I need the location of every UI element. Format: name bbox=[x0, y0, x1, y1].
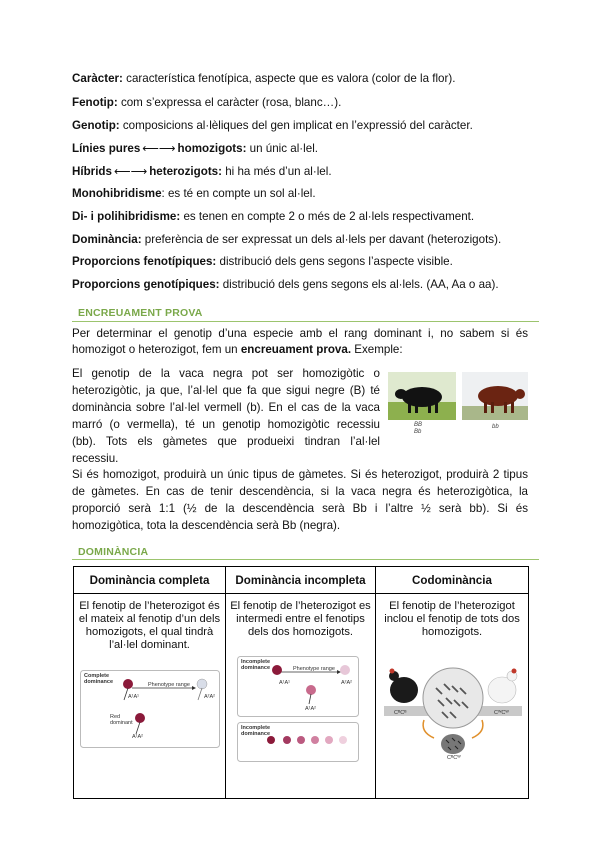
red-cow-leg bbox=[484, 402, 487, 413]
cow-red-genotype: bb bbox=[492, 424, 499, 430]
fig-genotype: A¹A² bbox=[305, 706, 316, 712]
encreuament-cow-text bbox=[72, 365, 380, 467]
fig-genotype: A¹A¹ bbox=[128, 694, 139, 700]
table-header-row bbox=[74, 567, 529, 594]
pink-flower bbox=[306, 685, 316, 695]
black-cow-leg bbox=[415, 403, 418, 413]
fig-title: Complete dominance bbox=[84, 673, 114, 685]
feather-zoom bbox=[423, 668, 483, 728]
red-cow-leg bbox=[504, 402, 507, 413]
def-term: Fenotip: bbox=[72, 96, 118, 109]
red-flower bbox=[123, 679, 133, 689]
cow-text-line: heterozigòtic, ja que, l’al·lel que fa que sigui negre (B) té bbox=[72, 384, 380, 397]
cell-text: El fenotip de l’heterozigot es intermedi entre el fenotips dels dos homozigots. bbox=[230, 600, 371, 638]
cell-text: El fenotip de l’heterozigot inclou el fenotip de tots dos homozigots. bbox=[384, 600, 520, 638]
def-text: composicions al·lèliques del gen implicat en l’expressió del caràcter. bbox=[119, 119, 473, 132]
def-prop-fenotipiques bbox=[72, 255, 453, 269]
def-text: hi ha més d’un al·lel. bbox=[222, 165, 332, 178]
white-flower bbox=[340, 665, 350, 675]
flower-1 bbox=[267, 736, 275, 744]
fig-genotype: A²A² bbox=[341, 680, 352, 686]
def-text: preferència de ser expressat un dels al·lels per davant (heterozigots). bbox=[141, 233, 502, 246]
fig-genotype: CᵂCᵂ bbox=[494, 710, 509, 716]
def-text: un únic al·lel. bbox=[246, 142, 318, 155]
flower-6 bbox=[339, 736, 347, 744]
black-cow-leg bbox=[435, 403, 438, 413]
cow-text-line: marró (o vermella), té un genotip homozigòtic recessiu bbox=[72, 418, 380, 431]
red-cow-leg bbox=[491, 402, 494, 413]
def-polihibridisme bbox=[72, 210, 474, 224]
def-term: heterozigots: bbox=[149, 165, 222, 178]
intro-text-end: Exemple: bbox=[351, 343, 403, 356]
fig-genotype: A¹A² bbox=[132, 734, 143, 740]
red-flower bbox=[272, 665, 282, 675]
encreuament-para2: Si és homozigot, produirà un únic tipus de gàmetes. Si és heterozigot, produirà 2 tipus de gàmetes. En cas de tenir descendència, si la vaca negra és heterozigòtica, la proporció serà 1:1 (½ de la descendència serà Bb i l’altre ½ serà bb). Si és homozigòtica, tota la descendència serà Bb (negra). bbox=[72, 468, 528, 532]
def-genotip bbox=[72, 119, 473, 133]
def-text: distribució dels gens segons els al·lels. (AA, Aa o aa). bbox=[219, 278, 499, 291]
double-arrow-icon: ⟵⟶ bbox=[142, 142, 176, 155]
cow-black-genotype: BB Bb bbox=[414, 422, 423, 435]
def-hibrids bbox=[72, 165, 332, 179]
flower-4 bbox=[311, 736, 319, 744]
ground bbox=[462, 406, 528, 420]
flower-5 bbox=[325, 736, 333, 744]
def-term: Proporcions fenotípiques: bbox=[72, 255, 217, 268]
intro-bold: encreuament prova. bbox=[240, 343, 352, 356]
def-term: Di- i polihibridisme: bbox=[72, 210, 181, 223]
def-term: Híbrids bbox=[72, 165, 112, 178]
orange-arrow-right bbox=[472, 720, 483, 738]
fig-arrow-label: Phenotype range bbox=[148, 682, 190, 688]
def-term: Línies pures bbox=[72, 142, 141, 155]
codominance-diagram bbox=[384, 650, 522, 762]
def-text: distribució dels gens segons l’aspecte visible. bbox=[216, 255, 453, 268]
def-caracter bbox=[72, 72, 455, 86]
black-cow-leg bbox=[428, 403, 431, 413]
intro-text: Per determinar el genotip d’una especie amb el rang dominant i, no sabem si és homozigot o heterozigot, fem un bbox=[72, 327, 528, 356]
def-text: com s’expressa el caràcter (rosa, blanc…). bbox=[117, 96, 342, 109]
figure-incomplete-dominance bbox=[237, 656, 359, 762]
comb bbox=[390, 669, 395, 674]
figure-complete-dominance bbox=[80, 670, 220, 748]
fig-genotype: CᴮCᴮ bbox=[394, 710, 407, 716]
def-monohibridisme bbox=[72, 187, 316, 201]
def-text: es tenen en compte 2 o més de 2 al·lels respectivament. bbox=[180, 210, 475, 223]
def-term: Dominància: bbox=[72, 233, 142, 246]
def-text: : es té en compte un sol al·lel. bbox=[161, 187, 316, 200]
fig-genotype: A¹A¹ bbox=[279, 680, 290, 686]
cow-text-line: recessiu. bbox=[72, 452, 119, 465]
def-linies-pures bbox=[72, 142, 318, 156]
fig-title: Incomplete dominance bbox=[241, 659, 271, 671]
red-flower-hybrid bbox=[135, 713, 145, 723]
cow-text-line: (bb). Tots els gàmetes que produeixi tindran l’al·lel bbox=[72, 435, 380, 448]
orange-arrow-left bbox=[423, 720, 434, 738]
section-divider bbox=[72, 559, 539, 560]
section-heading-encreuament: ENCREUAMENT PROVA bbox=[78, 307, 203, 319]
cell-text: El fenotip de l’heterozigot és el mateix al fenotip d’un dels homozigots, el qual tindrà l’al·lel dominant. bbox=[78, 600, 221, 651]
col-header-completa: Dominància completa bbox=[74, 567, 226, 594]
def-term: Genotip: bbox=[72, 119, 120, 132]
comb bbox=[512, 669, 517, 674]
white-flower bbox=[197, 679, 207, 689]
figure-codominance bbox=[384, 650, 522, 762]
speckled-chicken bbox=[441, 734, 465, 754]
def-text: característica fenotípica, aspecte que es valora (color de la flor). bbox=[122, 72, 456, 85]
def-term: Proporcions genotípiques: bbox=[72, 278, 220, 291]
red-cow-leg bbox=[511, 402, 514, 413]
cow-text-line: El genotip de la vaca negra pot ser homozigòtic o bbox=[72, 367, 380, 380]
fig-label: Red dominant bbox=[110, 714, 133, 726]
section-divider bbox=[72, 321, 539, 322]
fig-genotype: A²A² bbox=[204, 694, 215, 700]
def-term: Monohibridisme bbox=[72, 187, 162, 200]
flower-2 bbox=[283, 736, 291, 744]
fig-arrow-label: Phenotype range bbox=[293, 666, 335, 672]
def-term: homozigots: bbox=[177, 142, 247, 155]
encreuament-intro bbox=[72, 326, 528, 358]
def-prop-genotipiques bbox=[72, 278, 499, 292]
black-cow-head bbox=[395, 389, 407, 399]
fig-genotype: CᴮCᵂ bbox=[447, 755, 461, 761]
double-arrow-icon: ⟵⟶ bbox=[113, 165, 148, 178]
flower-3 bbox=[297, 736, 305, 744]
def-term: Caràcter: bbox=[72, 72, 123, 85]
col-header-incompleta: Dominància incompleta bbox=[226, 567, 376, 594]
def-fenotip bbox=[72, 96, 341, 110]
fig-title-2: Incomplete dominance bbox=[241, 725, 271, 737]
cow-illustration bbox=[386, 372, 530, 432]
black-cow-leg bbox=[408, 403, 411, 413]
section-heading-dominancia: DOMINÀNCIA bbox=[78, 546, 149, 558]
red-cow-head bbox=[515, 389, 525, 399]
def-dominancia bbox=[72, 233, 501, 247]
cow-images bbox=[386, 372, 530, 435]
cow-text-line: dominància sobre l’al·lel vermell (b). En el cas de la vaca bbox=[72, 401, 380, 414]
col-header-codominancia: Codominància bbox=[376, 567, 529, 594]
